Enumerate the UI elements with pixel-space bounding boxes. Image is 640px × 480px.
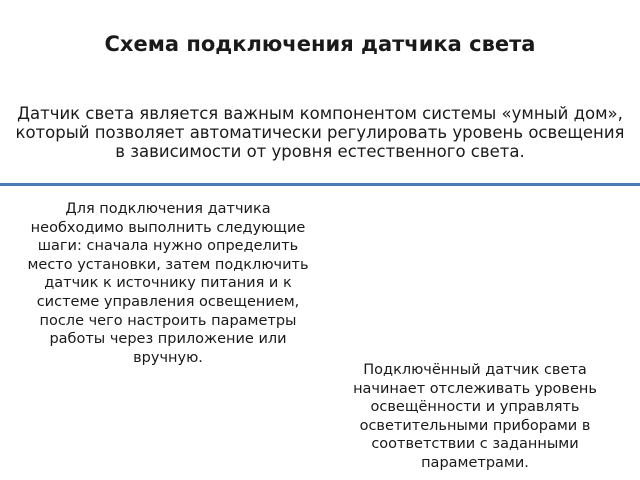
intro-line: Датчик света является важным компонентом системы «умный дом», [17, 104, 623, 123]
intro-line: который позволяет автоматически регулировать уровень освещения [15, 123, 625, 142]
steps-text: Для подключения датчика необходимо выполнить следующие шаги: сначала нужно определить место установки, затем подключить датчик к источнику питания и к системе управления освещением, после чего настроить параметры работы через приложение или вручную. [27, 201, 309, 366]
intro-paragraph [10, 104, 630, 161]
result-text: Подключённый датчик света начинает отслеживать уровень освещённости и управлять осветительными приборами в соответствии с заданными параметрами. [353, 362, 597, 471]
divider-line [0, 183, 640, 186]
slide-title: Схема подключения датчика света [104, 32, 536, 56]
intro-line: в зависимости от уровня естественного света. [115, 142, 525, 161]
